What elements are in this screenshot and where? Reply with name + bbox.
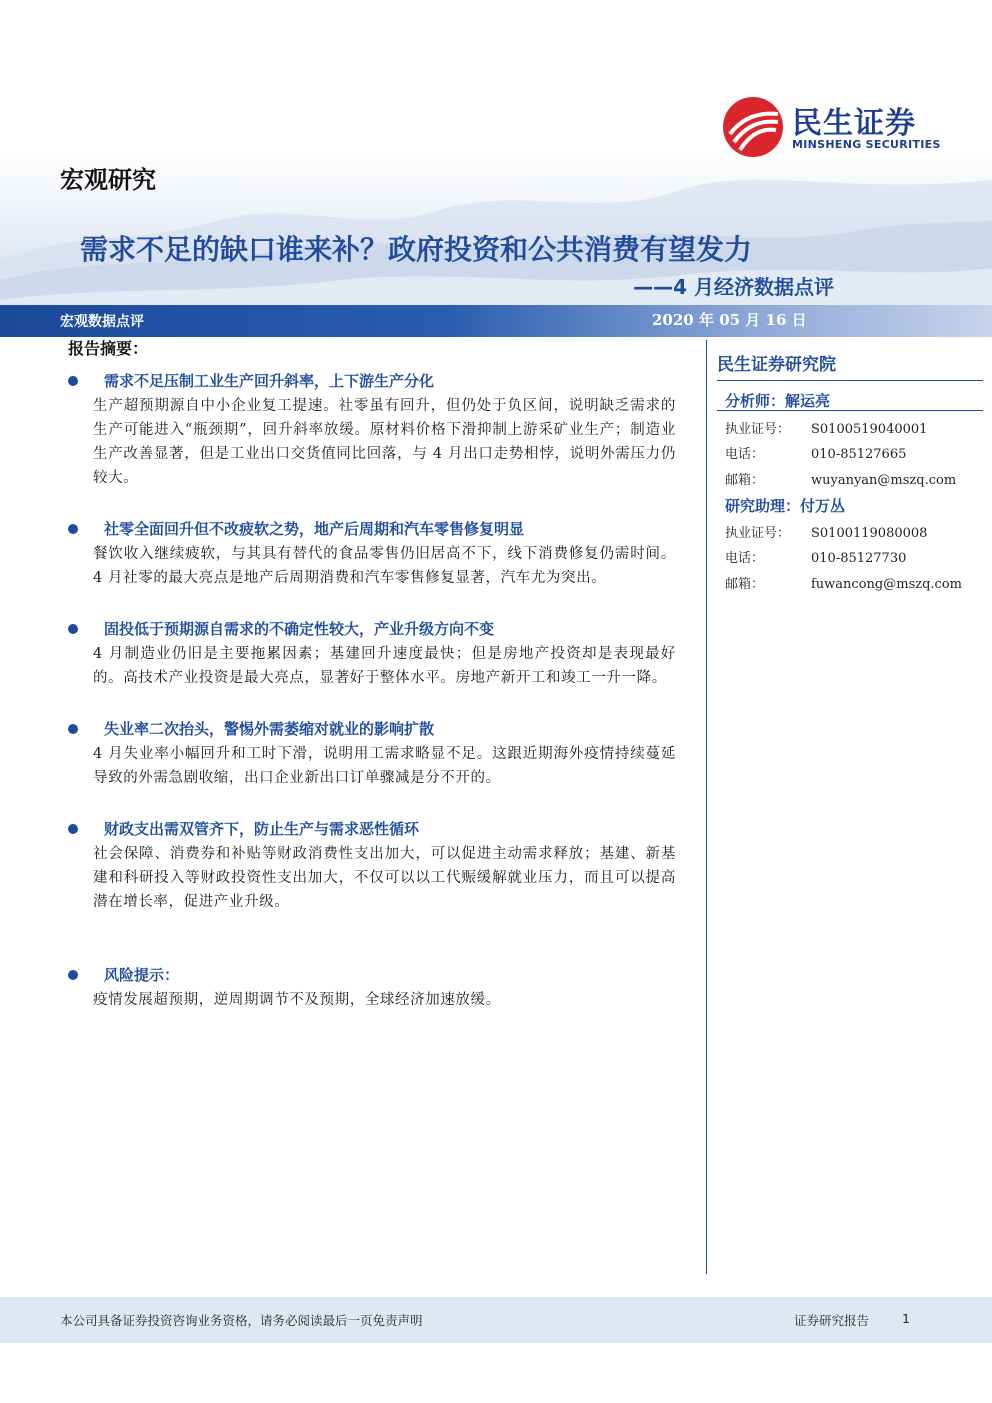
assistant-license: 执业证号： S0100119080008 bbox=[725, 526, 928, 541]
point-title: 需求不足压制工业生产回升斜率，上下游生产分化 bbox=[104, 372, 435, 390]
page-footer bbox=[0, 1297, 992, 1343]
point-title: 财政支出需双管齐下，防止生产与需求恶性循环 bbox=[104, 820, 420, 838]
summary-list bbox=[60, 368, 680, 1012]
summary-point bbox=[60, 368, 680, 490]
summary-point bbox=[60, 516, 680, 590]
report-date: 2020 年 05 月 16 日 bbox=[652, 311, 807, 329]
section-label: 宏观研究 bbox=[60, 166, 156, 194]
summary-point bbox=[60, 816, 680, 914]
analyst-phone: 电话： 010-85127665 bbox=[725, 447, 907, 462]
analyst-role: 分析师：解运亮 bbox=[725, 392, 831, 410]
point-body: 4 月制造业仍旧是主要拖累因素；基建回升速度最快；但是房地产投资却是表现最好的。高技术产业投资是最大亮点，显著好于整体水平。房地产新开工和竣工一升一降。 bbox=[93, 646, 676, 686]
sidebar-divider bbox=[717, 410, 983, 411]
report-title: 需求不足的缺口谁来补？政府投资和公共消费有望发力 bbox=[80, 233, 753, 266]
assistant-role: 研究助理：付万丛 bbox=[725, 497, 846, 515]
bullet-icon bbox=[68, 524, 78, 534]
assistant-phone: 电话： 010-85127730 bbox=[725, 551, 907, 566]
analyst-license: 执业证号： S0100519040001 bbox=[725, 422, 928, 437]
point-body: 4 月失业率小幅回升和工时下滑，说明用工需求略显不足。这跟近期海外疫情持续蔓延导致的外需急剧收缩，出口企业新出口订单骤减是分不开的。 bbox=[93, 746, 676, 786]
bullet-icon bbox=[68, 970, 78, 980]
point-title: 失业率二次抬头，警惕外需萎缩对就业的影响扩散 bbox=[104, 720, 435, 738]
research-institute: 民生证券研究院 bbox=[717, 355, 836, 375]
sidebar-divider bbox=[717, 380, 983, 381]
point-body: 生产超预期源自中小企业复工提速。社零虽有回升，但仍处于负区间，说明缺乏需求的生产可能进入“瓶颈期”，回升斜率放缓。原材料价格下滑抑制上游采矿业生产；制造业生产改善显著，但是工业出口交货值同比回落，与 4 月出口走势相悖，说明外需压力仍较大。 bbox=[93, 398, 676, 486]
analyst-email[interactable]: 邮箱： wuyanyan@mszq.com bbox=[725, 473, 957, 488]
point-title: 社零全面回升但不改疲软之势，地产后周期和汽车零售修复明显 bbox=[104, 520, 525, 538]
point-title: 风险提示： bbox=[104, 966, 180, 984]
point-body: 社会保障、消费券和补贴等财政消费性支出加大，可以促进主动需求释放；基建、新基建和科研投入等财政投资性支出加大，不仅可以以工代赈缓解就业压力，而且可以提高潜在增长率，促进产业升级。 bbox=[93, 846, 676, 910]
summary-heading: 报告摘要： bbox=[68, 339, 149, 358]
point-title: 固投低于预期源自需求的不确定性较大，产业升级方向不变 bbox=[104, 620, 495, 638]
analyst-sidebar bbox=[706, 340, 986, 1274]
summary-point bbox=[60, 616, 680, 690]
assistant-email[interactable]: 邮箱： fuwancong@mszq.com bbox=[725, 577, 962, 592]
footer-disclaimer: 本公司具备证券投资咨询业务资格，请务必阅读最后一页免责声明 bbox=[60, 1313, 423, 1328]
report-category: 宏观数据点评 bbox=[60, 314, 144, 330]
bullet-icon bbox=[68, 824, 78, 834]
footer-doc-type: 证券研究报告 bbox=[794, 1313, 870, 1328]
point-body: 餐饮收入继续疲软，与其具有替代的食品零售仍旧居高不下，线下消费修复仍需时间。4 月社零的最大亮点是地产后周期消费和汽车零售修复显著，汽车尤为突出。 bbox=[93, 546, 676, 586]
bullet-icon bbox=[68, 376, 78, 386]
bullet-icon bbox=[68, 624, 78, 634]
risk-warning bbox=[60, 962, 680, 1012]
brand-name-cn: 民生证券 bbox=[792, 106, 916, 141]
brand-logo bbox=[722, 96, 952, 158]
report-subtitle: ——4 月经济数据点评 bbox=[633, 275, 834, 299]
summary-point bbox=[60, 716, 680, 790]
point-body: 疫情发展超预期，逆周期调节不及预期，全球经济加速放缓。 bbox=[93, 992, 501, 1008]
bullet-icon bbox=[68, 724, 78, 734]
page-number: 1 bbox=[902, 1311, 910, 1326]
brand-name-en: MINSHENG SECURITIES bbox=[792, 138, 941, 151]
minsheng-logo-icon bbox=[722, 96, 784, 158]
category-banner bbox=[0, 305, 992, 337]
